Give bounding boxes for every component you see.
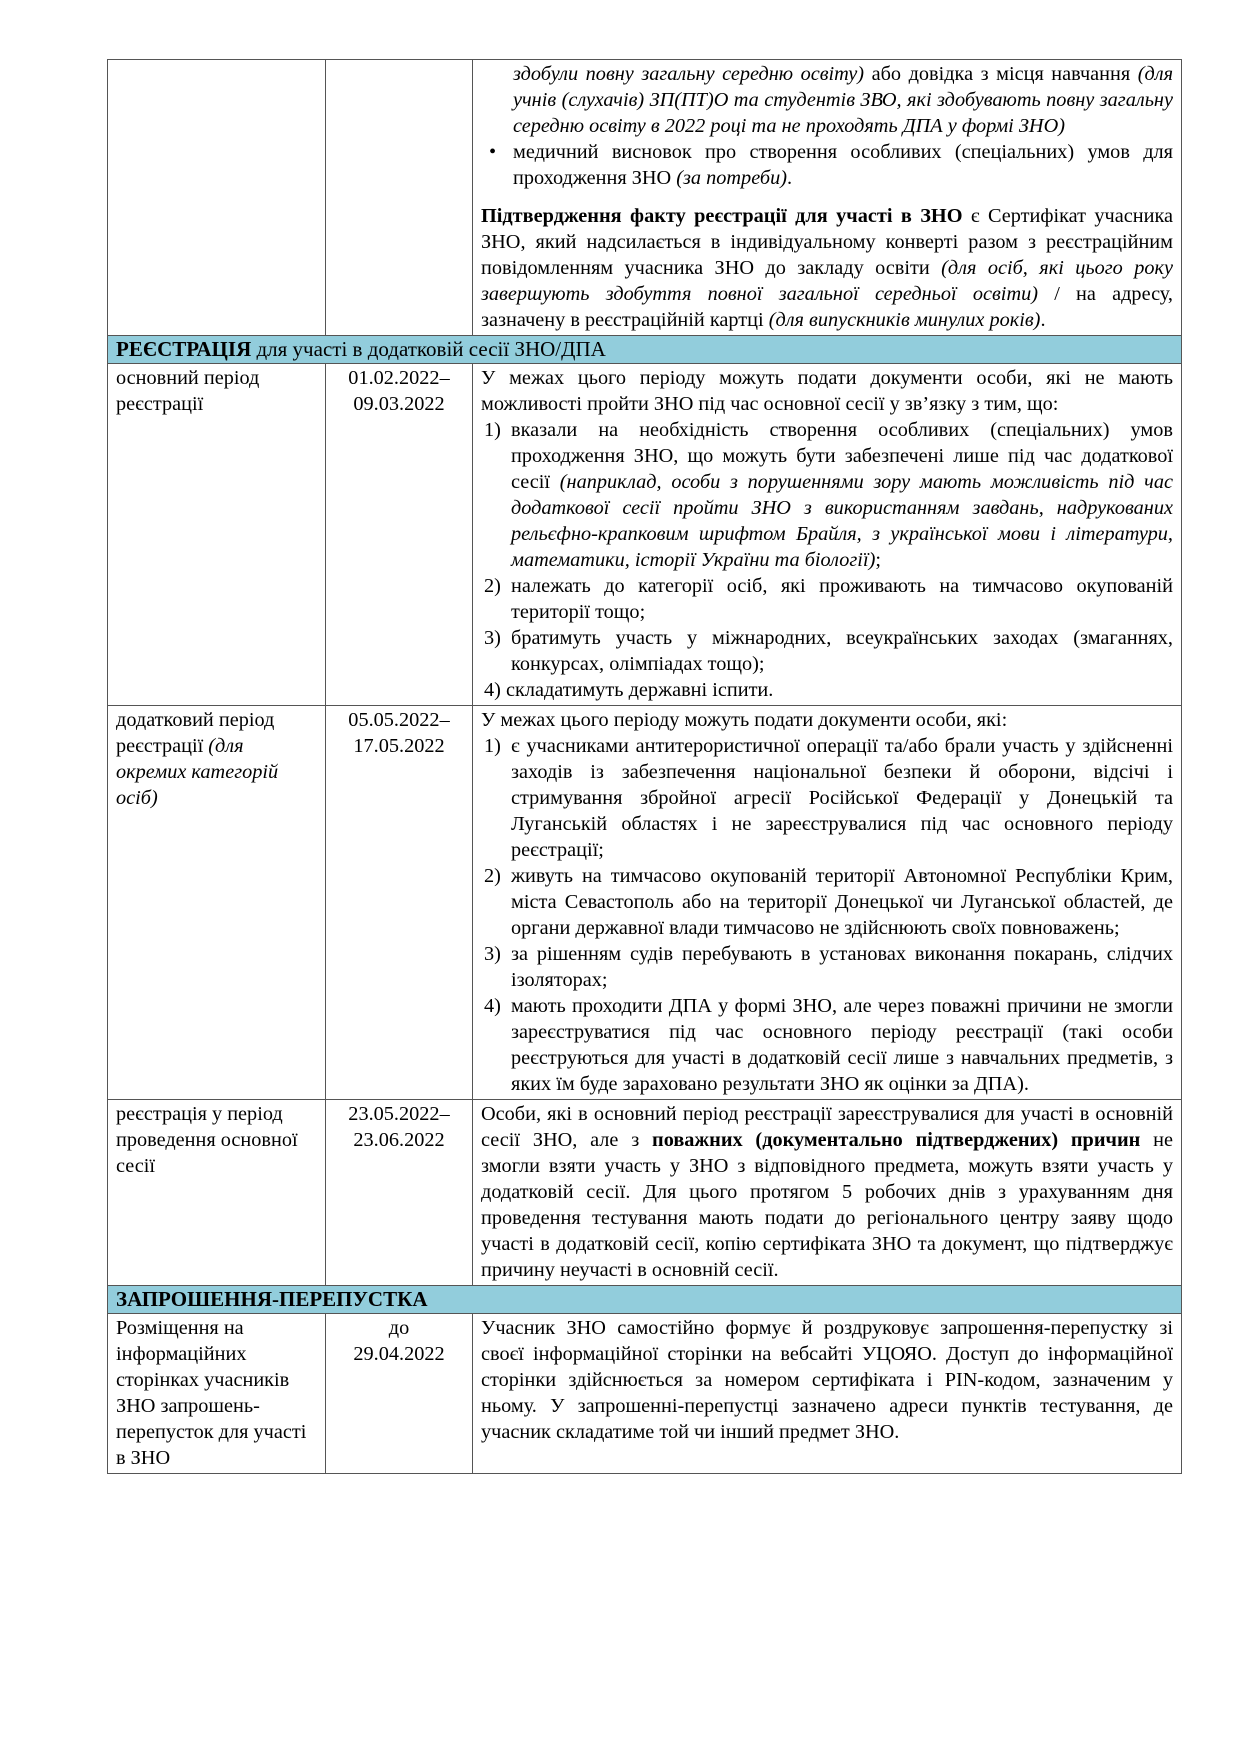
text: належать до категорії осіб, які проживають на тимчасово окупованій території тощо; bbox=[511, 575, 1173, 623]
text: за рішенням судів перебувають в установах виконання покарань, слідчих ізоляторах; bbox=[511, 943, 1173, 991]
item-number: 1) bbox=[484, 419, 501, 441]
list-item bbox=[513, 61, 1173, 139]
list-item-medical bbox=[513, 139, 1173, 191]
intro-text: У межах цього періоду можуть подати документи особи, які не мають можливості пройти ЗНО під час основної сесії у зв’язку з тим, що: bbox=[481, 367, 1173, 415]
table-row-continuation bbox=[108, 60, 1182, 336]
intro-text: У межах цього періоду можуть подати документи особи, які: bbox=[481, 709, 1008, 731]
list-item bbox=[484, 625, 1173, 677]
date-to: 17.05.2022 bbox=[353, 735, 445, 757]
list-item-4: 4) складатимуть державні іспити. bbox=[484, 679, 774, 701]
confirmation-paragraph bbox=[481, 203, 1173, 333]
section-header-registration bbox=[108, 336, 1182, 364]
text: додатковий період реєстрації bbox=[116, 709, 275, 757]
documents-list bbox=[481, 61, 1173, 191]
period-description bbox=[473, 1100, 1182, 1286]
text: є Сертифікат учасника ЗНО, який надсилається в індивідуальному конверті разом з реєстраційним повідомленням учасника ЗНО до закладу освіти bbox=[481, 205, 1174, 279]
list-item bbox=[484, 573, 1173, 625]
date-to: 09.03.2022 bbox=[353, 393, 445, 415]
table-row-additional-registration bbox=[108, 706, 1182, 1100]
period-name bbox=[108, 706, 326, 1100]
text: живуть на тимчасово окупованій території Автономної Республіки Крим, міста Севастополь або на території Донецької чи Луганської областей, де органи державної влади тимчасово не здійснюють своїх повноважень; bbox=[511, 865, 1173, 939]
text: / на адресу, зазначену в реєстраційній картці bbox=[481, 283, 1173, 331]
date-from: 23.05.2022– bbox=[348, 1103, 450, 1125]
list-item bbox=[484, 417, 1173, 573]
italic-note: (для окремих категорій осіб) bbox=[116, 735, 279, 809]
date-to: 23.06.2022 bbox=[353, 1129, 445, 1151]
item-number: 4) bbox=[484, 995, 501, 1017]
italic-note: (наприклад, особи з порушеннями зору мають можливість під час додаткової сесії пройти ЗНО з використанням завдань, надрукованих рельєфно-крапковим шрифтом Брайля, з української мови і літератури, математики, історії України та біології) bbox=[511, 471, 1173, 571]
table-row-main-registration bbox=[108, 364, 1182, 706]
italic-note: (для учнів (слухачів) ЗП(ПТ)О та студентів ЗВО, які здобувають повну загальну середню освіту в 2022 році та не проходять ДПА у формі ЗНО) bbox=[513, 63, 1174, 137]
date-to: 29.04.2022 bbox=[353, 1343, 445, 1365]
document-page bbox=[107, 59, 1181, 1474]
list-item bbox=[484, 993, 1173, 1097]
section-title-rest: для участі в додатковій сесії ЗНО/ДПА bbox=[251, 337, 606, 361]
text: вказали на необхідність створення особливих (спеціальних) умов проходження ЗНО, що можуть бути забезпечені лише під час додаткової сесії bbox=[511, 419, 1173, 493]
text: не змогли взяти участь у ЗНО з відповідного предмета, можуть взяти участь у додатковій сесії. Для цього протягом 5 робочих днів з урахуванням дня проведення тестування мають подати до регіонального центру заяву щодо участі в додатковій сесії, копію сертифіката ЗНО та документ, що підтверджує причину неучасті в основній сесії. bbox=[481, 1129, 1173, 1281]
confirmation-heading: Підтвердження факту реєстрації для участі в ЗНО bbox=[481, 205, 963, 227]
schedule-table bbox=[107, 59, 1182, 1474]
table-row-invitation bbox=[108, 1314, 1182, 1474]
cell-empty bbox=[326, 60, 473, 336]
list-item bbox=[484, 941, 1173, 993]
period-name: основний період реєстрації bbox=[108, 364, 326, 706]
text: Особи, які в основний період реєстрації зареєструвалися для участі в основній сесії ЗНО, але з bbox=[481, 1103, 1173, 1151]
text: мають проходити ДПА у формі ЗНО, але через поважні причини не змогли зареєструватися під час основного періоду реєстрації (такі особи реєструються для участі в додатковій сесії лише з навчальних предметів, з яких їм буде зараховано результати ЗНО як оцінки за ДПА). bbox=[511, 995, 1173, 1095]
text: ; bbox=[875, 549, 881, 571]
date-from: 01.02.2022– bbox=[348, 367, 450, 389]
table-row-during-main-session bbox=[108, 1100, 1182, 1286]
text: є учасниками антитерористичної операції та/або брали участь у здійсненні заходів із забезпечення національної безпеки й оборони, відсічі і стримування збройної агресії Російської Федерації у Донецькій та Луганській областях і не зареєструвалися під час основного періоду реєстрації; bbox=[511, 735, 1173, 861]
italic-note: (для випускників минулих років) bbox=[768, 309, 1041, 331]
cell-documents bbox=[473, 60, 1182, 336]
item-number: 2) bbox=[484, 865, 501, 887]
item-description: Учасник ЗНО самостійно формує й роздруковує запрошення-перепустку зі своєї інформаційної сторінки на вебсайті УЦОЯО. Доступ до інформаційної сторінки здійснюється за номером сертифіката і PIN-кодом, зазначеним у ньому. У запрошенні-перепустці зазначено адреси пунктів тестування, де учасник складатиме той чи інший предмет ЗНО. bbox=[473, 1314, 1182, 1474]
period-description bbox=[473, 706, 1182, 1100]
section-header-invitation bbox=[108, 1286, 1182, 1314]
item-number: 3) bbox=[484, 627, 501, 649]
conditions-list bbox=[481, 417, 1173, 677]
period-name: реєстрація у період проведення основної сесії bbox=[108, 1100, 326, 1286]
period-dates bbox=[326, 1100, 473, 1286]
text: . bbox=[787, 167, 793, 189]
text: братимуть участь у міжнародних, всеукраїнських заходах (змаганнях, конкурсах, олімпіадах тощо); bbox=[511, 627, 1173, 675]
section-title bbox=[108, 336, 1182, 364]
date-from: до bbox=[388, 1317, 410, 1339]
period-description bbox=[473, 364, 1182, 706]
section-title-bold: РЕЄСТРАЦІЯ bbox=[116, 337, 252, 361]
period-dates bbox=[326, 706, 473, 1100]
item-name: Розміщення на інформаційних сторінках учасників ЗНО запрошень-перепусток для участі в ЗНО bbox=[108, 1314, 326, 1474]
item-dates bbox=[326, 1314, 473, 1474]
period-dates bbox=[326, 364, 473, 706]
text: . bbox=[1040, 309, 1046, 331]
list-item bbox=[484, 863, 1173, 941]
item-number: 2) bbox=[484, 575, 501, 597]
item-number: 1) bbox=[484, 735, 501, 757]
italic-note: здобули повну загальну середню освіту) bbox=[513, 63, 865, 85]
bold-text: поважних (документально підтверджених) причин bbox=[652, 1129, 1141, 1151]
item-number: 3) bbox=[484, 943, 501, 965]
cell-empty bbox=[108, 60, 326, 336]
conditions-list bbox=[481, 733, 1173, 1097]
italic-note: (для осіб, які цього року завершують здобуття повної загальної середньої освіти) bbox=[481, 257, 1173, 305]
date-from: 05.05.2022– bbox=[348, 709, 450, 731]
section-title: ЗАПРОШЕННЯ-ПЕРЕПУСТКА bbox=[108, 1286, 1182, 1314]
text: або довідка з місця навчання bbox=[864, 63, 1138, 85]
list-item bbox=[484, 733, 1173, 863]
text: медичний висновок про створення особливих (спеціальних) умов для проходження ЗНО bbox=[513, 141, 1173, 189]
italic-note: (за потреби) bbox=[676, 167, 788, 189]
